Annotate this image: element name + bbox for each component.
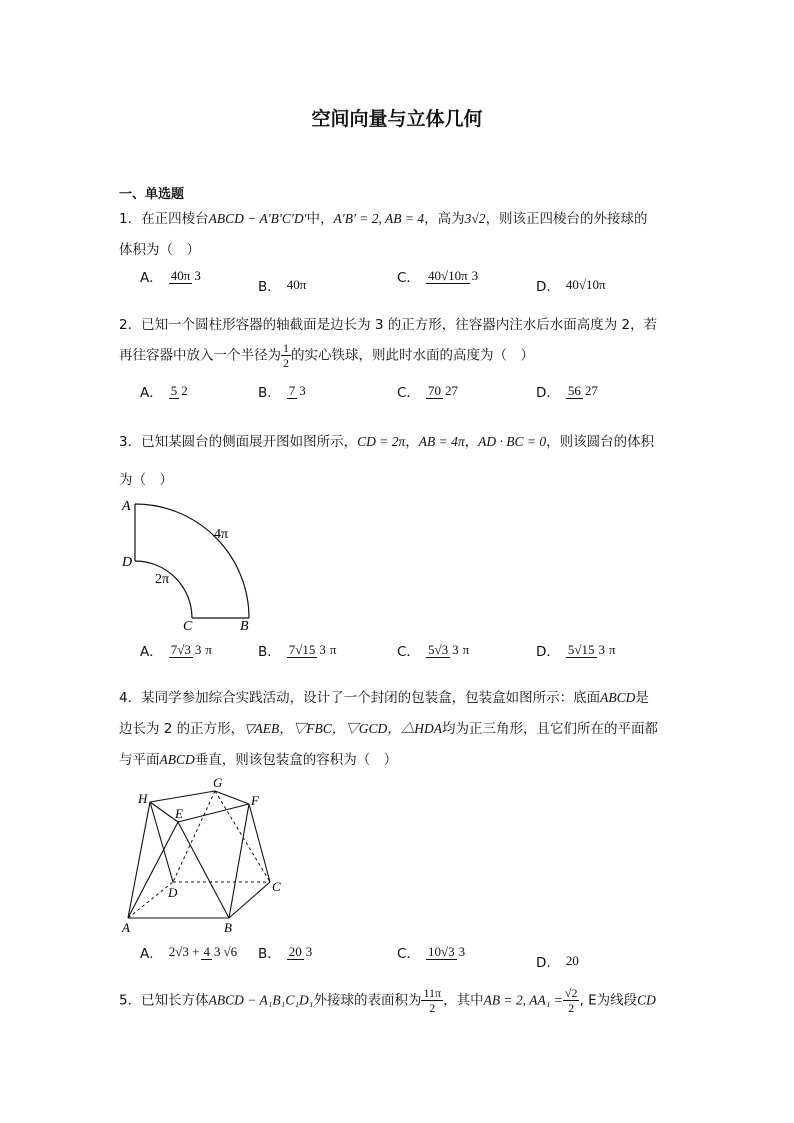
math-expr: ABCD [600, 690, 636, 705]
q4-option-d[interactable]: D． 20 [536, 953, 579, 971]
label-c: C [272, 879, 281, 894]
question-2-line-1: 2．已知一个圆柱形容器的轴截面是边长为 3 的正方形，往容器内注水后水面高度为 2，若 [119, 317, 658, 333]
math-expr: ABCD [159, 752, 195, 767]
question-5-line-1: 5．已知长方体ABCD − A₁B₁C₁D₁外接球的表面积为 $\frac{11\pi}{2}$ ，其中AB = 2, AA₁ = $\frac{√2}{2}$ , E为线段CD [119, 986, 656, 1015]
outer-arc [135, 504, 249, 618]
label-g: G [213, 775, 223, 790]
question-number: 2． [119, 317, 142, 333]
question-number: 3． [119, 434, 142, 450]
section-heading: 一、单选题 [119, 187, 185, 202]
label-a: A [122, 920, 130, 935]
q3-option-c[interactable]: C． 5√3 3 π [397, 642, 470, 660]
q3-option-d[interactable]: D． 5√15 3 π [536, 642, 616, 660]
q4-option-b[interactable]: B． 20 3 [258, 944, 313, 962]
math-expr: AD · BC = 0 [478, 434, 547, 449]
label-c: C [183, 619, 193, 634]
question-number: 4． [119, 690, 142, 706]
label-h: H [138, 791, 148, 806]
math-expr: AB = 4π [418, 434, 465, 449]
label-a: A [122, 499, 131, 514]
inner-arc-length: 2π [155, 572, 170, 587]
math-expr: ▽AEB，▽FBC，▽GCD，△HDA [244, 721, 443, 736]
math-expr: ABCD − A₁B₁C₁D₁ [208, 992, 314, 1008]
q1-option-d[interactable]: D． 40√10π [536, 277, 606, 295]
label-d: D [122, 555, 133, 570]
q1-option-a[interactable]: A． 40π 3 [140, 268, 201, 286]
outer-arc-length: 4π [214, 527, 229, 542]
math-expr: A′B′ = 2, AB = 4 [333, 211, 425, 226]
question-4-line-2: 边长为 2 的正方形，▽AEB，▽FBC，▽GCD，△HDA均为正三角形，且它们所在的平面都 [119, 721, 659, 737]
question-2-line-2: 再往容器中放入一个半径为 $\frac{1}{2}$ 的实心铁球，则此时水面的高度为（ ） [119, 341, 534, 370]
q4-option-a[interactable]: A． 2√3 + 4 3 √6 [140, 944, 238, 962]
label-f: F [251, 793, 259, 808]
inner-arc [135, 561, 192, 618]
q2-option-a[interactable]: A． 5 2 [140, 383, 188, 401]
label-d: D [168, 885, 178, 900]
question-1-line-1: 1．在正四棱台ABCD − A′B′C′D′中，A′B′ = 2, AB = 4，高为3√2，则该正四棱台的外接球的 [119, 211, 648, 227]
question-number: 1． [119, 211, 142, 227]
math-expr: CD [637, 992, 656, 1008]
label-b: B [240, 619, 249, 634]
annulus-sector-figure [110, 490, 280, 635]
question-4-line-3: 与平面ABCD垂直，则该包装盒的容积为（ ） [119, 752, 398, 768]
math-expr: AB = 2, AA₁ = [483, 992, 563, 1008]
packaging-box-figure [118, 772, 293, 937]
q2-option-c[interactable]: C． 70 27 [397, 383, 458, 401]
q1-option-c[interactable]: C． 40√10π 3 [397, 268, 479, 286]
question-3-line-2: 为（ ） [119, 472, 173, 488]
q2-option-d[interactable]: D． 56 27 [536, 383, 598, 401]
q3-option-a[interactable]: A． 7√3 3 π [140, 642, 212, 660]
question-4-line-1: 4．某同学参加综合实践活动，设计了一个封闭的包装盒，包装盒如图所示：底面ABCD是 [119, 690, 649, 706]
label-b: B [224, 920, 232, 935]
q3-option-b[interactable]: B． 7√15 3 π [258, 642, 337, 660]
question-number: 5． [119, 992, 142, 1009]
question-3-line-1: 3．已知某圆台的侧面展开图如图所示，CD = 2π，AB = 4π，AD · BC = 0，则该圆台的体积 [119, 434, 655, 450]
question-1-line-2: 体积为（ ） [119, 242, 200, 258]
q2-option-b[interactable]: B． 7 3 [258, 383, 306, 401]
page-title: 空间向量与立体几何 [311, 108, 483, 130]
q1-option-b[interactable]: B． 40π [258, 277, 307, 295]
math-expr: 3√2 [464, 211, 486, 226]
math-expr: ABCD − A′B′C′D′ [208, 211, 307, 226]
math-expr: CD = 2π [357, 434, 406, 449]
label-e: E [175, 806, 183, 821]
q4-option-c[interactable]: C． 10√3 3 [397, 944, 466, 962]
